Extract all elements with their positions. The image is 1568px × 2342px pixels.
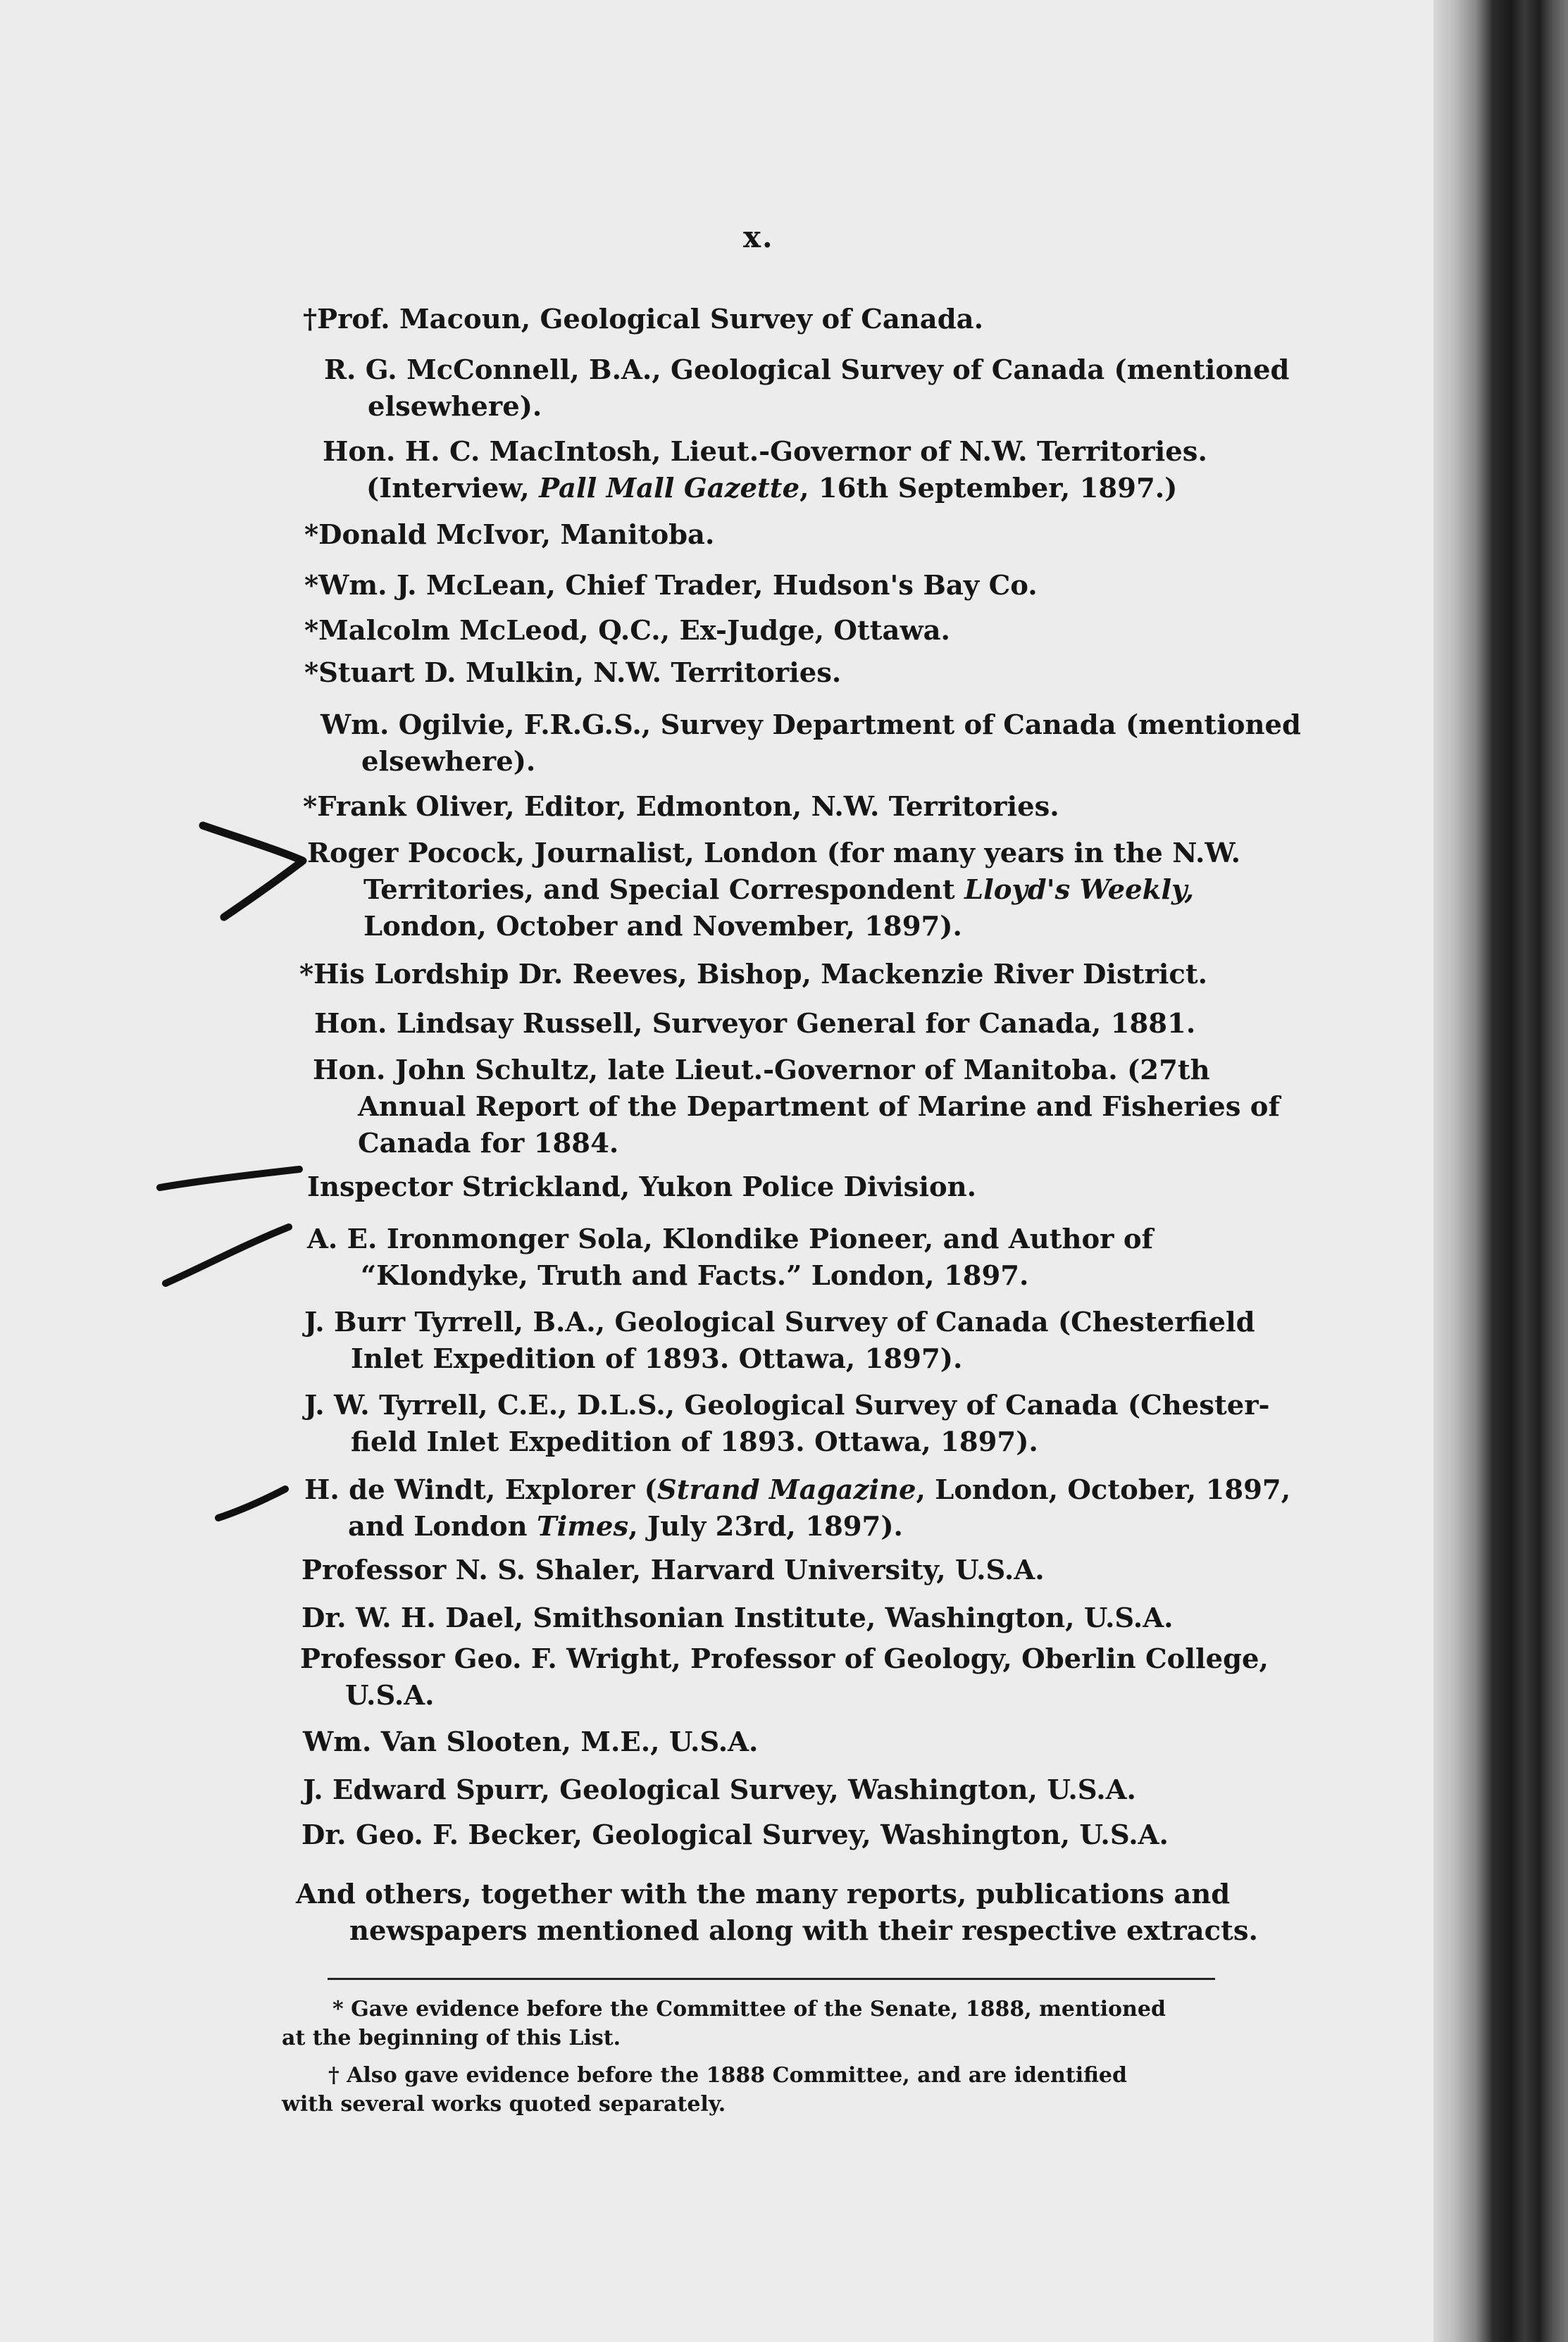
reference-entry — [304, 1472, 1290, 1545]
reference-entry — [299, 957, 1207, 993]
entry-line: U.S.A. — [345, 1680, 435, 1712]
entry-line: newspapers mentioned along with their respective extracts. — [349, 1915, 1258, 1947]
publication-title: Times — [537, 1511, 629, 1543]
pencil-dash-mark-icon — [151, 1161, 313, 1203]
entry-line: elsewhere). — [361, 746, 536, 778]
entry-line: (Interview, Pall Mall Gazette, 16th September, 1897.) — [366, 473, 1178, 504]
pencil-tick-mark-icon — [211, 1479, 296, 1528]
entry-line: *Stuart D. Mulkin, N.W. Territories. — [304, 657, 842, 689]
page-number: x. — [743, 220, 774, 254]
entry-line: “Klondyke, Truth and Facts.” London, 1897. — [361, 1260, 1029, 1292]
footnote — [282, 1995, 1166, 2053]
entry-line: H. de Windt, Explorer (Strand Magazine, London, October, 1897, — [304, 1474, 1291, 1506]
reference-entry — [304, 613, 950, 649]
entry-line: Professor Geo. F. Wright, Professor of Geology, Oberlin College, — [300, 1643, 1269, 1675]
footnote-divider — [328, 1978, 1215, 1980]
entry-line: and London Times, July 23rd, 1897). — [348, 1511, 903, 1543]
reference-entry — [301, 1552, 1045, 1589]
entry-line: J. Burr Tyrrell, B.A., Geological Survey of Canada (Chesterfield — [304, 1307, 1255, 1338]
reference-entry — [304, 655, 841, 692]
entry-line: *Wm. J. McLean, Chief Trader, Hudson's Bay Co. — [304, 570, 1038, 602]
entry-line: †Prof. Macoun, Geological Survey of Canada. — [303, 304, 983, 335]
entry-line: Inspector Strickland, Yukon Police Division. — [307, 1171, 977, 1203]
reference-entry — [304, 568, 1038, 604]
pencil-chevron-mark-icon — [190, 810, 324, 937]
reference-entry — [314, 1006, 1195, 1042]
entry-line: Inlet Expedition of 1893. Ottawa, 1897). — [351, 1343, 963, 1375]
entry-line: elsewhere). — [368, 391, 542, 423]
reference-entry — [301, 1817, 1169, 1854]
reference-entry — [301, 1600, 1174, 1637]
footnote-line: † Also gave evidence before the 1888 Committee, and are identified — [328, 2063, 1127, 2088]
reference-entry — [307, 835, 1240, 945]
entry-line: Dr. W. H. Dael, Smithsonian Institute, Washington, U.S.A. — [301, 1602, 1174, 1634]
entry-line: Territories, and Special Correspondent Lloyd's Weekly, — [363, 874, 1195, 906]
entry-line: J. Edward Spurr, Geological Survey, Washington, U.S.A. — [303, 1774, 1136, 1806]
footnote-line: with several works quoted separately. — [282, 2092, 726, 2117]
entry-line: *Malcolm McLeod, Q.C., Ex-Judge, Ottawa. — [304, 615, 950, 647]
reference-entry — [321, 707, 1301, 780]
entry-line: Hon. H. C. MacIntosh, Lieut.-Governor of N.W. Territories. — [323, 436, 1207, 468]
reference-entry — [323, 434, 1207, 507]
entry-line: R. G. McConnell, B.A., Geological Survey of Canada (mentioned — [324, 354, 1290, 386]
pencil-slash-mark-icon — [151, 1219, 299, 1296]
entry-line: Hon. Lindsay Russell, Surveyor General for Canada, 1881. — [314, 1008, 1196, 1040]
entry-line: Annual Report of the Department of Marine and Fisheries of — [358, 1091, 1281, 1123]
reference-entry — [307, 1221, 1153, 1295]
footnote — [282, 2061, 1127, 2119]
reference-entry — [307, 1169, 976, 1206]
footnote-line: at the beginning of this List. — [282, 2026, 621, 2050]
entry-line: London, October and November, 1897). — [363, 911, 962, 942]
publication-title: Pall Mall Gazette — [539, 473, 800, 504]
closing-paragraph — [296, 1876, 1258, 1950]
entry-line: Dr. Geo. F. Becker, Geological Survey, Washington, U.S.A. — [301, 1819, 1169, 1851]
entry-line: Wm. Van Slooten, M.E., U.S.A. — [303, 1726, 759, 1758]
entry-line: *His Lordship Dr. Reeves, Bishop, Mackenzie River District. — [299, 959, 1208, 990]
entry-line: A. E. Ironmonger Sola, Klondike Pioneer, and Author of — [307, 1223, 1154, 1255]
footnote-line: * Gave evidence before the Committee of the Senate, 1888, mentioned — [332, 1997, 1166, 2022]
entry-line: J. W. Tyrrell, C.E., D.L.S., Geological Survey of Canada (Chester- — [304, 1390, 1270, 1421]
reference-entry — [300, 1641, 1269, 1714]
entry-line: Professor N. S. Shaler, Harvard University, U.S.A. — [301, 1555, 1045, 1586]
entry-line: Canada for 1884. — [358, 1128, 619, 1159]
publication-title: Lloyd's Weekly, — [964, 874, 1195, 906]
reference-entry — [303, 1724, 758, 1761]
reference-entry — [303, 789, 1059, 826]
reference-entry — [304, 517, 714, 554]
entry-line: Wm. Ogilvie, F.R.G.S., Survey Department of Canada (mentioned — [321, 709, 1301, 741]
entry-line: And others, together with the many reports, publications and — [296, 1879, 1231, 1910]
entry-line: Roger Pocock, Journalist, London (for many years in the N.W. — [307, 837, 1241, 869]
reference-entry — [304, 1304, 1255, 1378]
binding-shadow — [1433, 0, 1568, 2342]
entry-line: Hon. John Schultz, late Lieut.-Governor of Manitoba. (27th — [313, 1054, 1210, 1086]
reference-entry — [313, 1052, 1280, 1162]
entry-line: field Inlet Expedition of 1893. Ottawa, 1897). — [351, 1426, 1038, 1458]
publication-title: Strand Magazine — [657, 1474, 916, 1506]
reference-entry — [303, 1772, 1136, 1809]
reference-entry — [304, 1388, 1270, 1461]
entry-line: *Frank Oliver, Editor, Edmonton, N.W. Territories. — [303, 791, 1059, 823]
entry-line: *Donald McIvor, Manitoba. — [304, 519, 715, 551]
reference-entry — [303, 301, 983, 338]
reference-entry — [324, 352, 1289, 425]
